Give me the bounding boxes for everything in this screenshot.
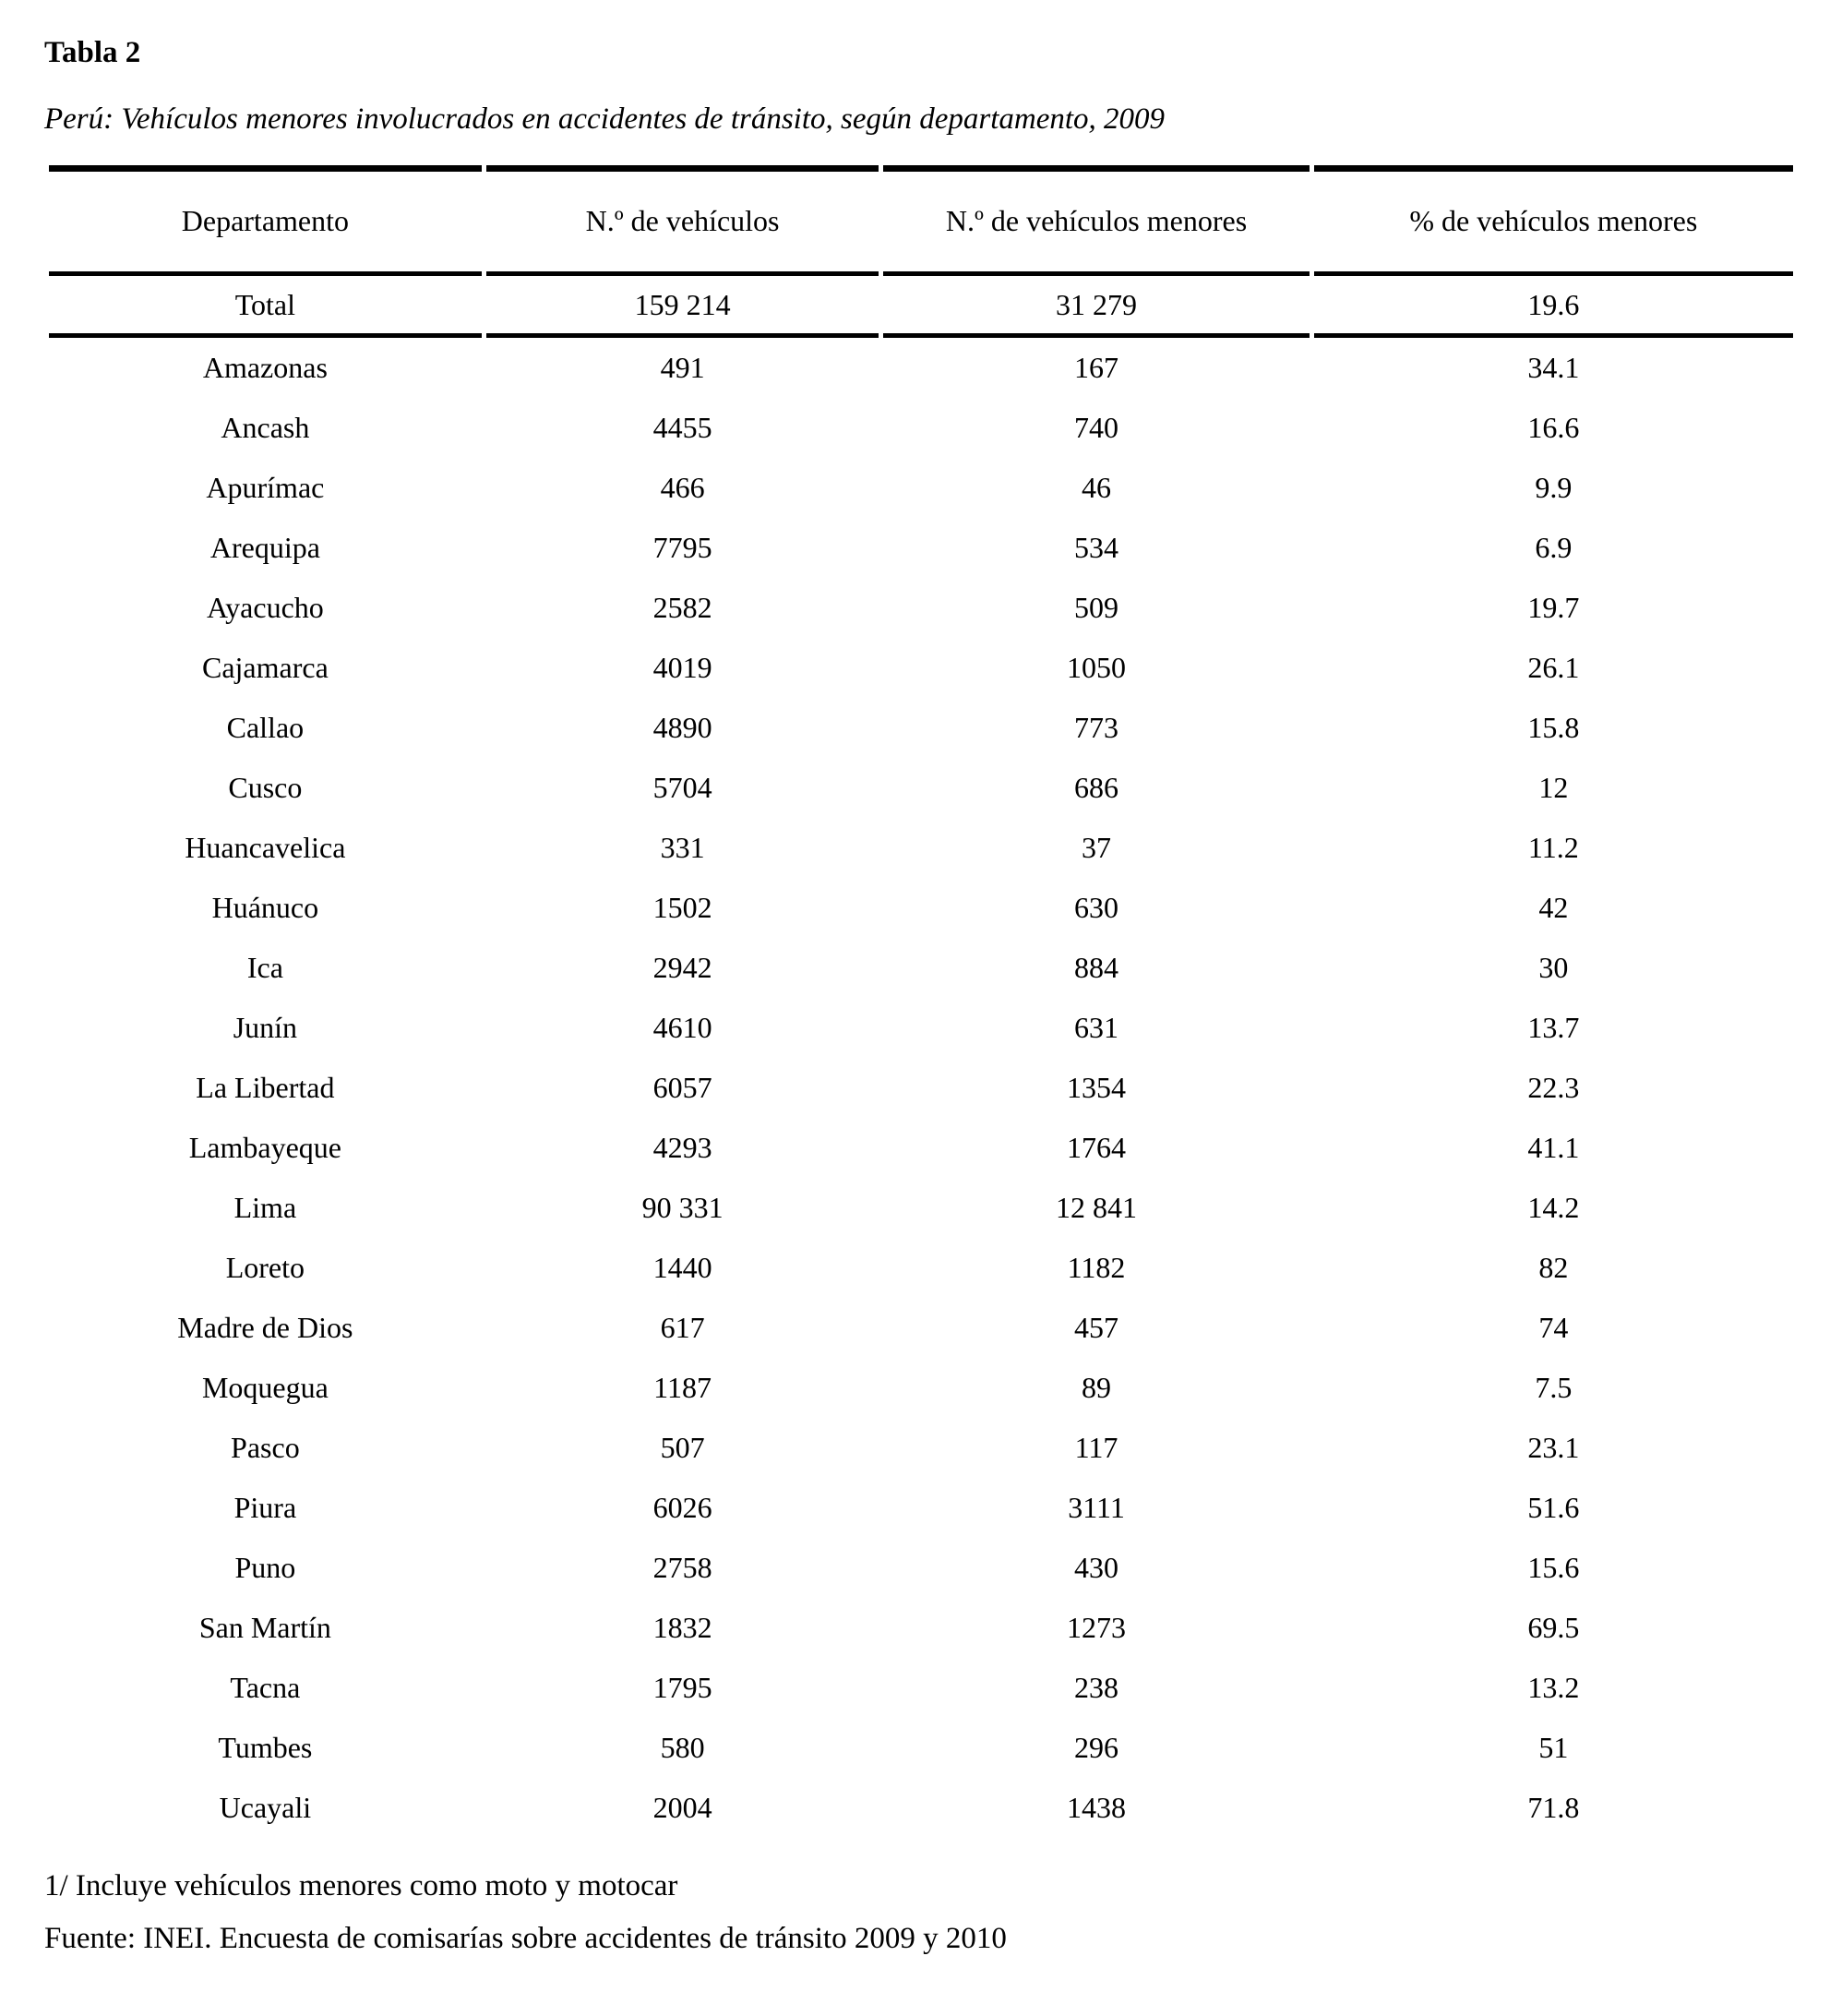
table-row xyxy=(49,578,1793,638)
value-cell: 1182 xyxy=(1067,1251,1126,1285)
value-cell: 4610 xyxy=(652,1011,712,1045)
value-cell: 19.7 xyxy=(1527,591,1580,625)
col-header-pct-vehiculos-menores xyxy=(1314,165,1793,276)
value-cell: 2942 xyxy=(652,951,712,985)
value-cell: 4890 xyxy=(652,711,712,745)
value-cell: 686 xyxy=(1074,771,1118,805)
value-cell: 631 xyxy=(1074,1011,1118,1045)
value-cell: 7795 xyxy=(652,531,712,565)
department-cell: Ica xyxy=(246,951,283,985)
value-cell: 69.5 xyxy=(1527,1611,1580,1645)
value-cell: 1440 xyxy=(652,1251,712,1285)
table-row xyxy=(49,1478,1793,1538)
value-cell: 617 xyxy=(660,1311,705,1345)
table-row xyxy=(49,938,1793,998)
value-cell: 51 xyxy=(1538,1731,1569,1765)
value-cell: 13.7 xyxy=(1527,1011,1580,1045)
value-cell: 491 xyxy=(660,351,705,385)
col-header-num-vehiculos-menores xyxy=(883,165,1309,276)
table-row xyxy=(49,878,1793,938)
value-cell: 1832 xyxy=(652,1611,712,1645)
table-row xyxy=(49,458,1793,518)
table-row xyxy=(49,818,1793,878)
value-cell: 773 xyxy=(1074,711,1118,745)
value-cell: 740 xyxy=(1074,411,1118,445)
value-cell: 466 xyxy=(660,471,705,505)
value-cell: 1354 xyxy=(1067,1071,1126,1105)
value-cell: 90 331 xyxy=(641,1191,724,1225)
department-cell: Ucayali xyxy=(219,1791,312,1825)
total-value-cell: 31 279 xyxy=(883,276,1309,338)
department-cell: Tumbes xyxy=(218,1731,313,1765)
value-cell: 2758 xyxy=(652,1551,712,1585)
value-cell: 26.1 xyxy=(1527,651,1580,685)
table-row xyxy=(49,998,1793,1058)
value-cell: 23.1 xyxy=(1527,1431,1580,1465)
department-cell: Pasco xyxy=(231,1431,300,1465)
col-header-num-vehiculos xyxy=(486,165,879,276)
value-cell: 37 xyxy=(1082,831,1111,865)
value-cell: 6.9 xyxy=(1535,531,1573,565)
value-cell: 11.2 xyxy=(1527,831,1579,865)
total-row xyxy=(49,276,1793,338)
value-cell: 74 xyxy=(1538,1311,1569,1345)
table-row xyxy=(49,1238,1793,1298)
footnote-note: 1/ Incluye vehículos menores como moto y motocar xyxy=(44,1869,678,1903)
value-cell: 167 xyxy=(1074,351,1118,385)
table-label: Tabla 2 xyxy=(44,36,141,69)
department-cell: Tacna xyxy=(230,1671,301,1705)
value-cell: 12 841 xyxy=(1056,1191,1137,1225)
department-cell: Ancash xyxy=(221,411,310,445)
table-row xyxy=(49,1658,1793,1718)
value-cell: 1050 xyxy=(1067,651,1126,685)
table-row xyxy=(49,1058,1793,1118)
department-cell: San Martín xyxy=(198,1611,331,1645)
header-row xyxy=(49,165,1793,276)
footnotes xyxy=(44,1860,1798,1965)
value-cell: 7.5 xyxy=(1535,1371,1573,1405)
table-row xyxy=(49,1538,1793,1598)
value-cell: 509 xyxy=(1074,591,1118,625)
table-row xyxy=(49,1298,1793,1358)
value-cell: 41.1 xyxy=(1527,1131,1580,1165)
accidents-table xyxy=(44,165,1798,1838)
department-cell: Puno xyxy=(234,1551,296,1585)
col-header-departamento xyxy=(49,165,482,276)
department-cell: Cusco xyxy=(228,771,303,805)
value-cell: 534 xyxy=(1074,531,1118,565)
total-value-cell: 19.6 xyxy=(1314,276,1793,338)
value-cell: 430 xyxy=(1074,1551,1118,1585)
value-cell: 296 xyxy=(1074,1731,1118,1765)
table-row xyxy=(49,1718,1793,1778)
table-row xyxy=(49,698,1793,758)
table-row xyxy=(49,1118,1793,1178)
department-cell: Madre de Dios xyxy=(177,1311,353,1345)
value-cell: 22.3 xyxy=(1527,1071,1580,1105)
value-cell: 16.6 xyxy=(1527,411,1580,445)
value-cell: 1764 xyxy=(1067,1131,1126,1165)
value-cell: 4455 xyxy=(652,411,712,445)
value-cell: 331 xyxy=(660,831,705,865)
value-cell: 6026 xyxy=(652,1491,712,1525)
department-cell: Apurímac xyxy=(206,471,325,505)
value-cell: 4019 xyxy=(652,651,712,685)
value-cell: 30 xyxy=(1538,951,1569,985)
value-cell: 507 xyxy=(660,1431,705,1465)
value-cell: 117 xyxy=(1074,1431,1118,1465)
value-cell: 2582 xyxy=(652,591,712,625)
value-cell: 1502 xyxy=(652,891,712,925)
value-cell: 4293 xyxy=(652,1131,712,1165)
value-cell: 1795 xyxy=(652,1671,712,1705)
value-cell: 42 xyxy=(1538,891,1569,925)
value-cell: 1438 xyxy=(1067,1791,1126,1825)
department-cell: Piura xyxy=(233,1491,297,1525)
value-cell: 630 xyxy=(1074,891,1118,925)
value-cell: 12 xyxy=(1538,771,1569,805)
value-cell: 2004 xyxy=(652,1791,712,1825)
col-header-num-vehiculos-menores-label: N.º de vehículos menores xyxy=(945,204,1248,238)
value-cell: 15.6 xyxy=(1527,1551,1580,1585)
table-row xyxy=(49,1778,1793,1838)
value-cell: 13.2 xyxy=(1527,1671,1580,1705)
value-cell: 6057 xyxy=(652,1071,712,1105)
value-cell: 14.2 xyxy=(1527,1191,1580,1225)
col-header-departamento-label: Departamento xyxy=(181,204,349,238)
value-cell: 5704 xyxy=(652,771,712,805)
value-cell: 1273 xyxy=(1067,1611,1126,1645)
department-cell: Cajamarca xyxy=(201,651,329,685)
table-row xyxy=(49,1418,1793,1478)
department-cell: Huánuco xyxy=(211,891,319,925)
department-cell: Arequipa xyxy=(209,531,320,565)
department-cell: Callao xyxy=(226,711,305,745)
department-cell: Moquegua xyxy=(201,1371,329,1405)
table-row xyxy=(49,1598,1793,1658)
footnote-source: Fuente: INEI. Encuesta de comisarías sobre accidentes de tránsito 2009 y 2010 xyxy=(44,1921,1007,1955)
table-row xyxy=(49,398,1793,458)
value-cell: 51.6 xyxy=(1527,1491,1580,1525)
table-row xyxy=(49,1178,1793,1238)
table-row xyxy=(49,758,1793,818)
value-cell: 457 xyxy=(1074,1311,1118,1345)
department-cell: Amazonas xyxy=(202,351,328,385)
value-cell: 82 xyxy=(1538,1251,1569,1285)
department-cell: Lima xyxy=(233,1191,297,1225)
table-title: Perú: Vehículos menores involucrados en accidentes de tránsito, según departamento, 2009 xyxy=(44,102,1166,136)
value-cell: 46 xyxy=(1082,471,1111,505)
col-header-num-vehiculos-label: N.º de vehículos xyxy=(585,204,780,238)
department-cell: Huancavelica xyxy=(185,831,346,865)
value-cell: 884 xyxy=(1074,951,1118,985)
total-value-cell: 159 214 xyxy=(486,276,879,338)
department-cell: Junín xyxy=(233,1011,298,1045)
table-row xyxy=(49,1358,1793,1418)
table-row xyxy=(49,338,1793,398)
department-cell: Lambayeque xyxy=(188,1131,341,1165)
value-cell: 238 xyxy=(1074,1671,1118,1705)
value-cell: 34.1 xyxy=(1527,351,1580,385)
value-cell: 580 xyxy=(660,1731,705,1765)
col-header-pct-vehiculos-menores-label: % de vehículos menores xyxy=(1409,204,1698,238)
table-row xyxy=(49,518,1793,578)
value-cell: 71.8 xyxy=(1527,1791,1580,1825)
value-cell: 15.8 xyxy=(1527,711,1580,745)
department-cell: Ayacucho xyxy=(206,591,324,625)
total-label-cell: Total xyxy=(49,276,482,338)
value-cell: 3111 xyxy=(1068,1491,1125,1525)
value-cell: 1187 xyxy=(653,1371,712,1405)
value-cell: 9.9 xyxy=(1535,471,1573,505)
table-row xyxy=(49,638,1793,698)
department-cell: Loreto xyxy=(225,1251,305,1285)
value-cell: 89 xyxy=(1082,1371,1111,1405)
department-cell: La Libertad xyxy=(196,1071,335,1105)
